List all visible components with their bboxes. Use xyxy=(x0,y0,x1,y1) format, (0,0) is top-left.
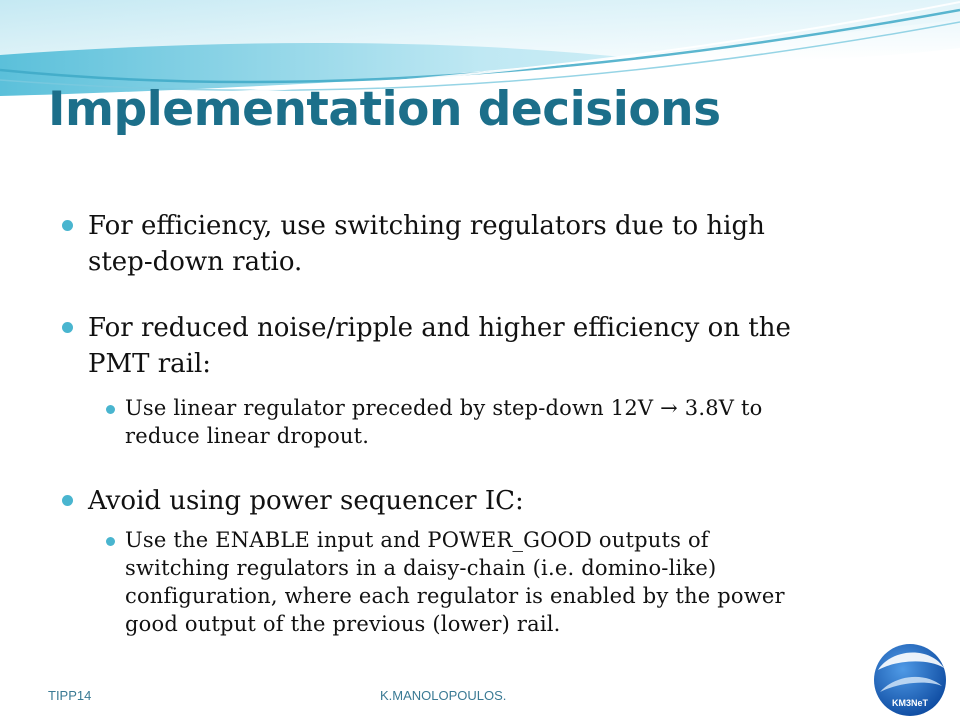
footer-left: TIPP14 xyxy=(48,688,92,703)
bullet-marker xyxy=(62,322,73,333)
sub-bullet-3-line-4: good output of the previous (lower) rail. xyxy=(125,612,561,636)
sub-bullet-3-line-1: Use the ENABLE input and POWER_GOOD outputs of xyxy=(125,528,709,552)
sub-bullet-3-line-3: configuration, where each regulator is enabled by the power xyxy=(125,584,785,608)
sub-bullet-marker xyxy=(106,405,115,414)
sub-bullet-marker xyxy=(106,537,115,546)
footer-center: K.MANOLOPOULOS. xyxy=(380,688,507,703)
sub-bullet-2-line-2: reduce linear dropout. xyxy=(125,424,370,448)
sub-bullet-2-line-1: Use linear regulator preceded by step-down 12V → 3.8V to xyxy=(125,396,763,420)
bullet-marker xyxy=(62,495,73,506)
km3net-logo-icon xyxy=(870,640,950,718)
logo-text: KM3NeT xyxy=(891,698,929,708)
bullet-marker xyxy=(62,220,73,231)
bullet-3-line-1: Avoid using power sequencer IC: xyxy=(88,486,524,516)
sub-bullet-3-line-2: switching regulators in a daisy-chain (i.e. domino-like) xyxy=(125,556,717,580)
slide-title: Implementation decisions xyxy=(48,82,721,137)
bullet-2-line-1: For reduced noise/ripple and higher efficiency on the xyxy=(88,313,791,343)
bullet-1-line-2: step-down ratio. xyxy=(88,247,303,277)
bullet-2-line-2: PMT rail: xyxy=(88,349,212,379)
bullet-1-line-1: For efficiency, use switching regulators due to high xyxy=(88,211,765,241)
